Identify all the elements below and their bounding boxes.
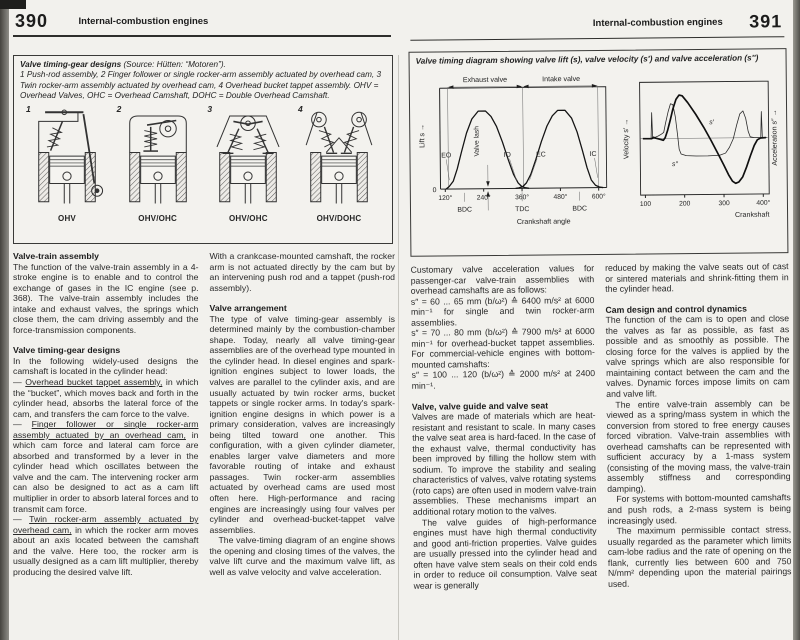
- list-dash: —: [13, 419, 32, 430]
- page-391: [400, 0, 798, 640]
- engine-diagram-2: [113, 105, 203, 223]
- running-head-left: Internal-combustion engines: [78, 16, 209, 27]
- valve-lash-label: Valve lash: [473, 126, 481, 157]
- tdc-label: TDC: [515, 206, 530, 214]
- page-header-right: [593, 11, 783, 34]
- bdc-label-1: BDC: [457, 206, 473, 215]
- bdc-label-2: BDC: [572, 205, 588, 213]
- list-dash: —: [13, 514, 30, 525]
- paragraph: The function of the cam is to open and close the valves as far as possible, as fast as possible and as smoothly as possible. The closing force for the valves is applied by the valve springs which are also responsible for maintaining contact between the cam and the valves. Dynamic forces impose limits on cam and valve lift.: [605, 313, 790, 399]
- crankshaft-label: Crankshaft: [734, 210, 770, 220]
- acceleration-curve-label: s″: [671, 161, 678, 169]
- list-item-lead: Overhead bucket tappet assembly,: [25, 377, 163, 388]
- heading-valve-timing-gear-designs: Valve timing-gear designs: [13, 345, 121, 356]
- paragraph: With a crankcase-mounted camshaft, the rocker arm is not actuated directly by the cam but by an intervening push rod and a tappet (push-rod assembly).: [209, 251, 395, 293]
- velocity-curve: [642, 95, 766, 185]
- exhaust-opens-label: EO: [441, 152, 452, 160]
- page-391-column-2: [605, 261, 792, 637]
- exhaust-closes-label: EC: [536, 151, 546, 159]
- diagram-number-2: 2: [116, 104, 122, 115]
- engine-diagram-4: [294, 105, 384, 223]
- paragraph: In the following widely-used designs the camshaft is located in the cylinder head:: [13, 355, 199, 377]
- running-head-right: Internal-combustion engines: [592, 16, 723, 30]
- engine-diagram-3: [203, 105, 293, 223]
- x-tick-360: 360°: [515, 194, 530, 202]
- x-tick-400: 400°: [756, 200, 771, 208]
- diagram-label-3: OHV/OHC: [228, 214, 268, 224]
- header-rule-left: [13, 35, 391, 37]
- heading-valve-arrangement: Valve arrangement: [209, 303, 287, 314]
- intake-valve-span-label: Intake valve: [542, 75, 581, 84]
- lift-axis-label: Lift s →: [418, 124, 427, 149]
- engine-cross-section-dohc-illustration: [297, 105, 381, 209]
- figure-caption-right: Valve timing diagram showing valve lift (s), valve velocity (s′) and valve acceleration (s″): [415, 53, 759, 66]
- figure-valve-timing-gear-designs: [13, 55, 393, 244]
- list-item-rest: in which cam force and lateral cam force are absorbed and transformed by a lever in the cylinder head which oscillates between the valve and the cam. The intervening rocker arm can also be designed to act as a cam lift multiplier in order to absorb lateral forces and to transmit cam force.: [13, 429, 199, 514]
- velocity-curve-label: s′: [708, 119, 714, 127]
- diagram-number-4: 4: [297, 104, 303, 115]
- valve-timing-charts: [416, 67, 782, 242]
- x-tick-240: 240°: [476, 194, 491, 202]
- header-rule-right: [410, 36, 784, 41]
- page-header-left: [15, 11, 208, 32]
- paragraph: The entire valve-train assembly can be viewed as a spring/mass system in which the conversion from stored to free energy causes forced vibration. Valve-train assemblies with overhead camshafts can be represented with sufficient accuracy by a 1-mass system (consisting of the moving mass, the valve-train assembly stiffness and corresponding damping).: [606, 397, 791, 494]
- page-number-right: 391: [749, 11, 783, 32]
- paragraph: Valves are made of materials which are heat-resistant and resistant to scale. In many cases the valve seat area is hard-faced. In the case of the exhaust valve, thermal conductivity has been improved by filling the hollow stem with sodium. To improve the stability and sealing characteristics of valves, valve rotating systems (roto caps) are often used in modern valve-train assemblies. These mechanisms impart an additional rotary motion to the valves.: [411, 410, 597, 517]
- list-dash: —: [13, 377, 26, 388]
- exhaust-valve-span-label: Exhaust valve: [462, 75, 508, 85]
- figure-caption-title: Valve timing-gear designs: [20, 60, 122, 69]
- x-tick-120: 120°: [438, 195, 453, 203]
- figure-valve-timing-diagram: [408, 48, 788, 257]
- x-tick-480: 480°: [553, 194, 568, 202]
- engine-diagram-1: [22, 105, 112, 223]
- paragraph: The maximum permissible contact stress, usually regarded as the parameter which limits cam-lobe radius and the rate of opening on the flank, currently lies between 600 and 750 N/mm² depending upon the material pairings used.: [607, 524, 792, 589]
- page-390-column-2: [210, 251, 396, 637]
- heading-valve-guide-seat: Valve, valve guide and valve seat: [411, 400, 549, 412]
- page-gutter: [398, 55, 399, 640]
- paragraph: The valve guides of high-performance engines must have high thermal conductivity and good anti-friction properties. Valve guides are usually pressed into the cylinder head and often have valve stem seals on their cold ends in order to reduce oil consumption. Valve seat wear is generally: [413, 515, 598, 591]
- engine-cross-section-twin-rocker-illustration: [206, 105, 290, 209]
- x-tick-100: 100: [639, 201, 651, 209]
- intake-lift-curve: [515, 110, 603, 188]
- acceleration-value-formula-2: s″ = 70 ... 80 mm (b/ω²) ≙ 7900 m/s² at 6000 min⁻¹ for overhead-bucket tappet assemblies. For commercial-vehicle engines with bottom-mounted camshafts:: [411, 326, 595, 370]
- list-item-lead: Finger follower or single rocker-arm assembly actuated by an overhead cam,: [13, 419, 199, 440]
- velocity-axis-label: Velocity s′ →: [621, 118, 631, 160]
- heading-valve-train-assembly: Valve-train assembly: [13, 251, 99, 261]
- paragraph: The type of valve timing-gear assembly is determined mainly by the combustion-chamber shape. Today, nearly all valve timing-gear assemblies are of the overhead type mounted in the cylinder head. In diesel engines and spark-ignition engines subject to lower loads, the valves are parallel to the cylinder axis, and are usually actuated by twin rocker arms, bucket tappets or single rocker arms. In today's spark-ignition engine designs in which power is a primary consideration, valves are increasingly being tilted toward one another. This configuration, with a given cylinder diameter, enables larger valve diameters and more favorable routing of intake and exhaust passages. Twin rocker-arm assemblies actuated by overhead cams are used most often here. High-performance and racing engines are increasingly using four valves per cylinder and overhead-bucket-tappet valve assemblies.: [209, 313, 395, 535]
- diagram-label-1: OHV: [58, 214, 76, 224]
- list-item: [13, 514, 199, 577]
- diagram-label-2: OHV/OHC: [138, 214, 178, 224]
- scan-edge-left: [0, 0, 9, 640]
- page-390-column-1: [13, 251, 199, 637]
- x-tick-600: 600°: [591, 193, 606, 201]
- intake-closes-label: IC: [589, 151, 597, 159]
- acceleration-value-formula-3: s″ = 100 ... 120 (b/ω²) ≙ 2000 m/s² at 2400 min⁻¹.: [411, 368, 596, 391]
- exhaust-lift-curve: [445, 111, 529, 189]
- paragraph: For systems with bottom-mounted camshafts and push rods, a 2-mass system is being increasingly used.: [607, 492, 791, 526]
- figure-caption-source: (Source: Hütten: “Motoren”).: [121, 60, 226, 69]
- valve-velocity-acceleration-chart: [619, 67, 781, 241]
- paragraph: The function of the valve-train assembly in a 4-stroke engine is to enable and to control the exchange of gases in the IC engine (see p. 368). The valve-train assembly includes the intake and exhaust valves, the springs which close them, the cam driving assembly and the force-transmission components.: [13, 261, 199, 335]
- page-number-left: 390: [15, 11, 49, 31]
- paragraph: The valve-timing diagram of an engine shows the opening and closing times of the valves, the valve lift curve and the maximum valve lift, as well as valve velocity and valve acceleration.: [209, 535, 395, 577]
- engine-cross-section-ohc-illustration: [116, 105, 200, 209]
- text-columns-left-page: [13, 251, 395, 637]
- paragraph: reduced by making the valve seats out of cast or sintered materials and shrink-fitting them in the cylinder head.: [605, 261, 789, 295]
- list-item: [13, 377, 199, 419]
- list-item: [13, 419, 199, 514]
- list-item-rest: in which the rocker arm moves about an axis located between the camshaft and the valve. Here too, the rocker arm is usually designed as a cam lift multiplier, thereby producing the desired valve lift.: [13, 524, 199, 577]
- engine-cross-section-ohv-illustration: [25, 105, 109, 209]
- x-tick-300: 300: [718, 200, 730, 208]
- text-columns-right-page: [411, 261, 793, 639]
- engine-diagrams-row: [20, 105, 386, 223]
- list-item-rest: in which the “bucket”, which moves back and forth in the cylinder head, absorbs the lateral force of the cam, and transfers the cam force to the valve.: [13, 377, 199, 419]
- zero-label: 0: [432, 187, 437, 195]
- acceleration-value-formula-1: s″ = 60 ... 65 mm (b/ω²) ≙ 6400 m/s² at 6000 min⁻¹ for single and twin rocker-arm assemblies.: [410, 294, 595, 328]
- valve-lift-chart: [416, 68, 617, 242]
- x-tick-200: 200: [678, 200, 691, 208]
- page-391-column-1: [411, 263, 598, 639]
- paragraph: Customary valve acceleration values for passenger-car valve-train assemblies with overhead camshafts are as follows:: [410, 263, 595, 296]
- crankshaft-angle-label: Crankshaft angle: [516, 217, 571, 227]
- figure-caption-left: [20, 60, 386, 101]
- heading-cam-design: Cam design and control dynamics: [605, 303, 747, 315]
- acceleration-axis-label: Acceleration s″ →: [770, 109, 779, 166]
- diagram-label-4: OHV/DOHC: [316, 214, 362, 224]
- figure-caption-body: 1 Push-rod assembly, 2 Finger follower or single rocker-arm assembly actuated by overhead cam, 3 Twin rocker-arm assembly actuated by overhead cam, 4 Overhead bucket tappet assembly. OHV = Overhead Valves, OHC = Overhead Camshaft, DOHC = Double Overhead Camshaft.: [20, 70, 382, 100]
- diagram-number-3: 3: [207, 104, 213, 115]
- diagram-number-1: 1: [26, 104, 31, 115]
- list-item-lead: Twin rocker-arm assembly actuated by overhead cam,: [13, 514, 199, 535]
- intake-opens-label: IO: [503, 152, 511, 160]
- page-390: [9, 0, 398, 640]
